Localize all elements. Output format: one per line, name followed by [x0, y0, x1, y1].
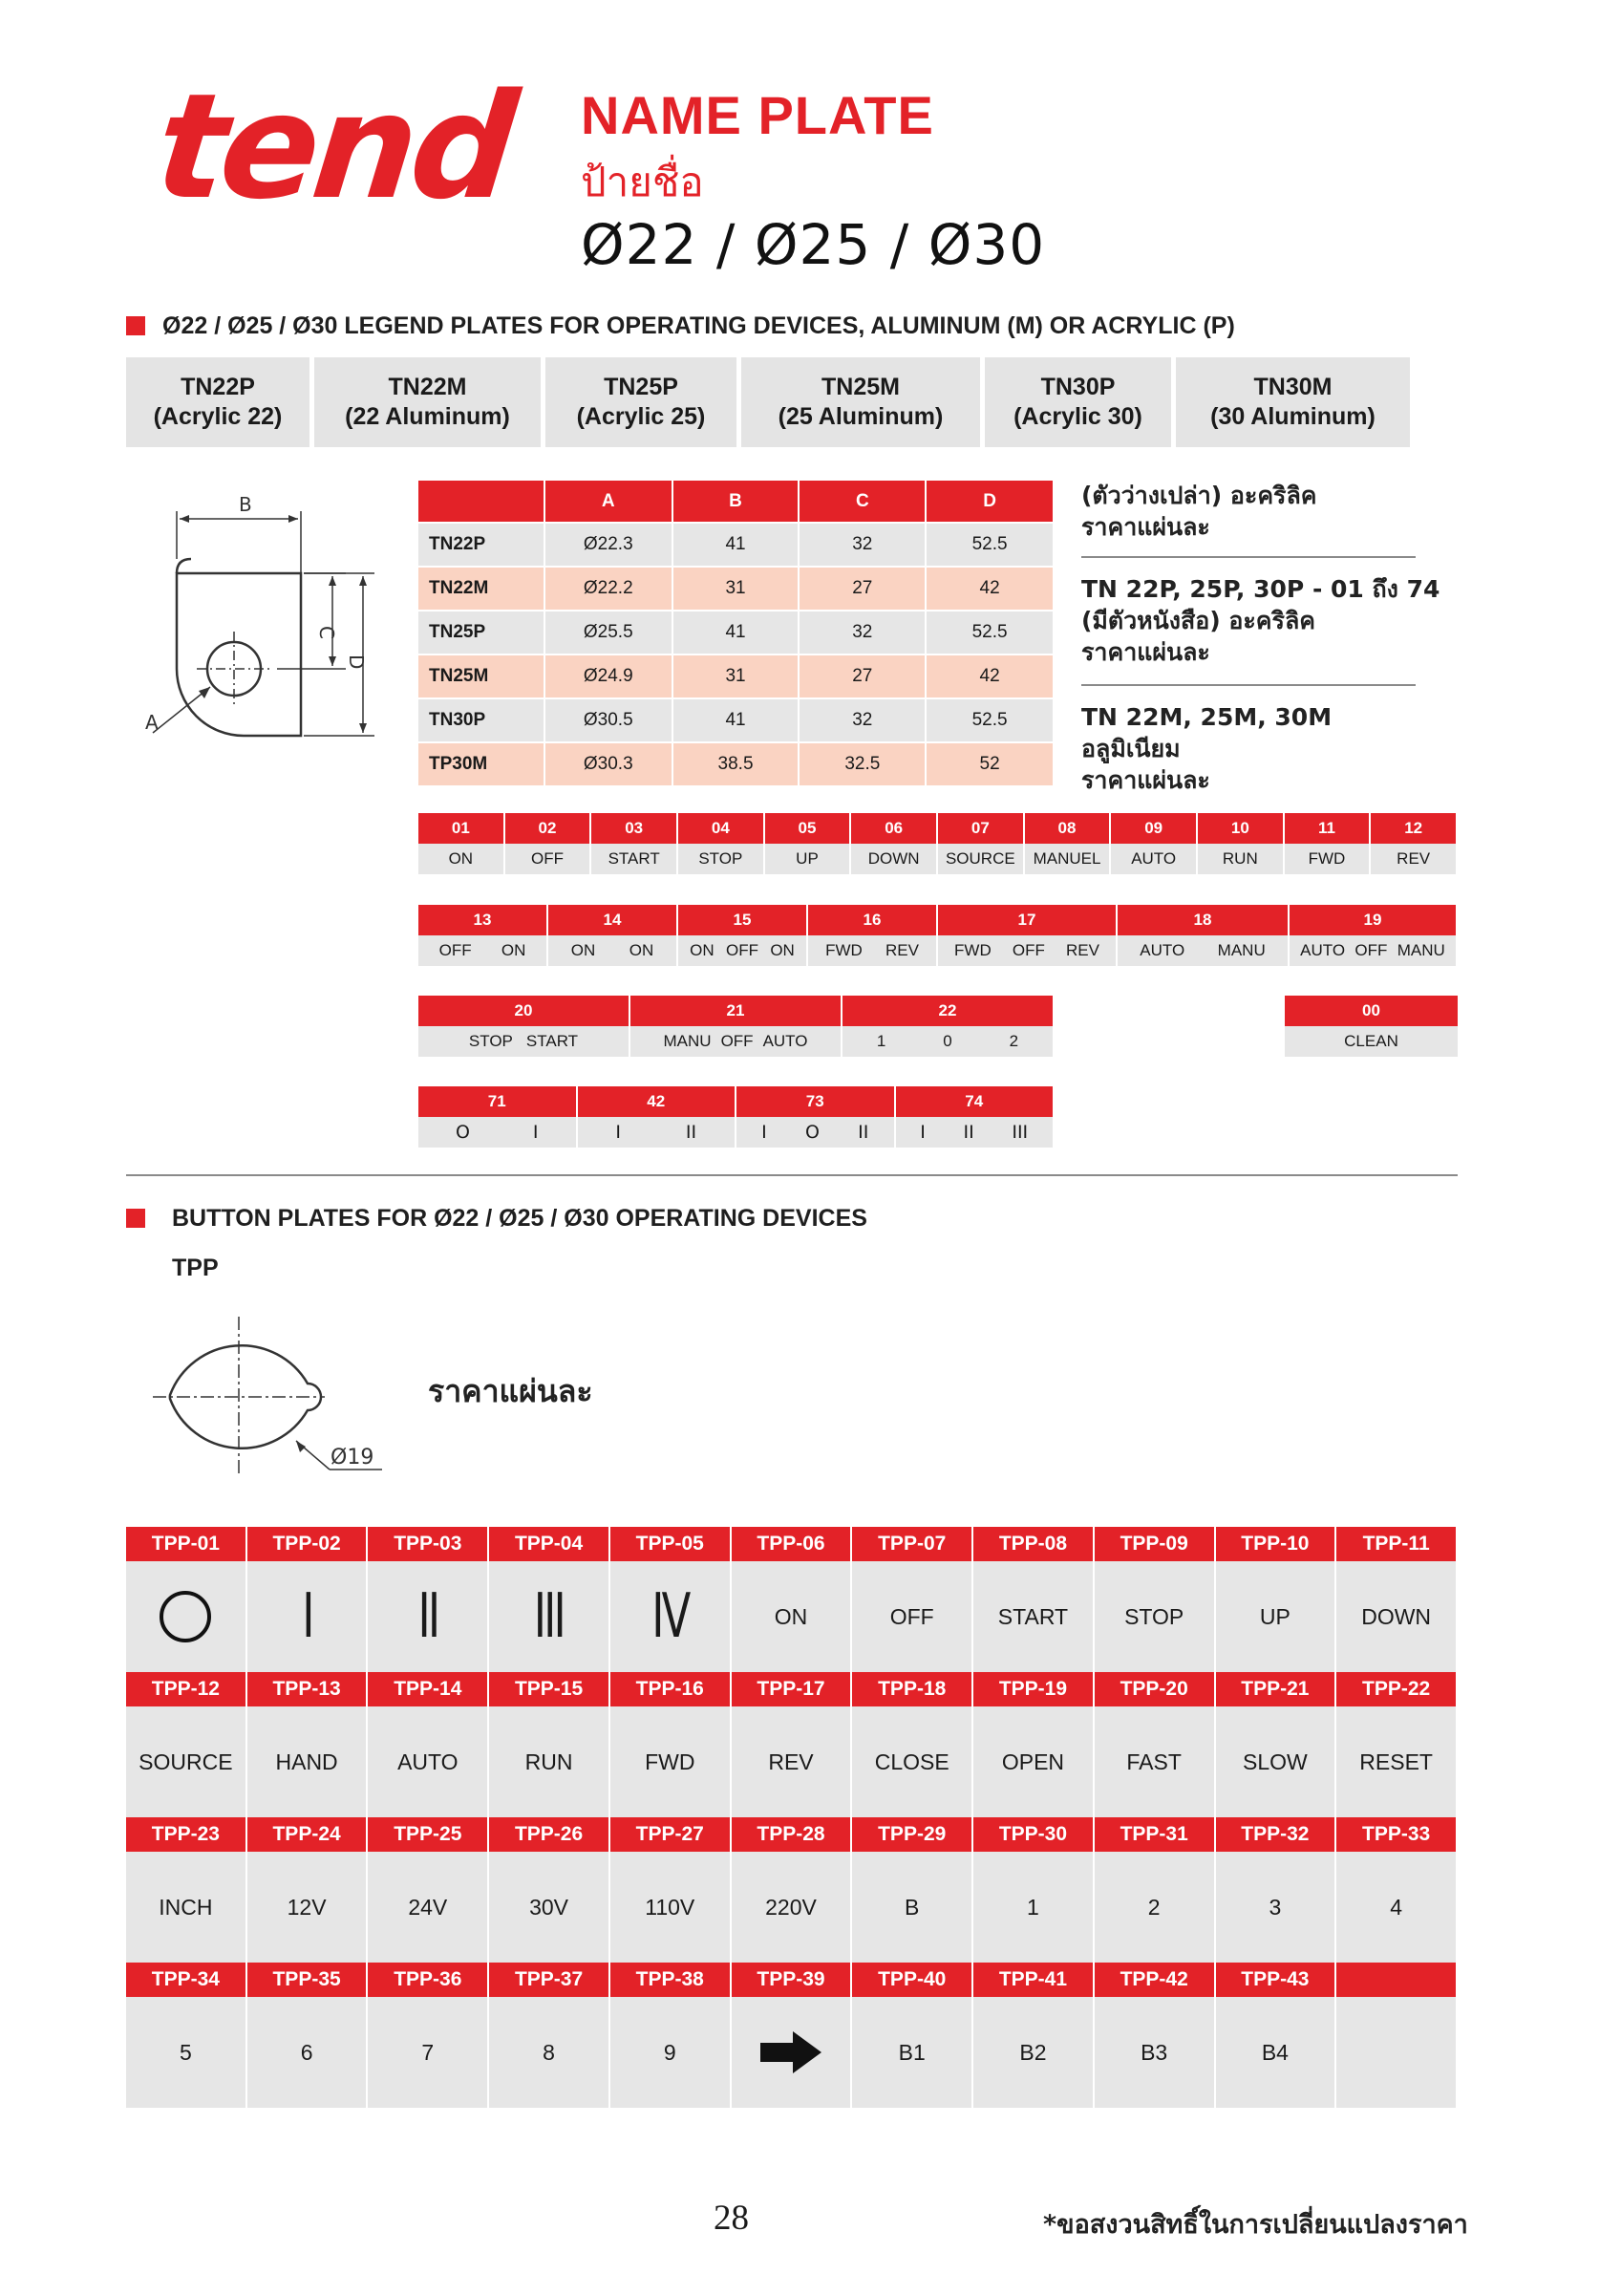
legend-code: 13 [418, 905, 548, 935]
plate-code: TPP-15 [489, 1672, 610, 1706]
table-cell: Ø30.5 [544, 698, 672, 742]
legend-text: MANU OFF AUTO [630, 1026, 842, 1057]
legend-code: 09 [1111, 813, 1198, 844]
roman-numeral-symbol [489, 1561, 610, 1672]
legend-code: 74 [896, 1086, 1056, 1117]
page-title-thai: ป้ายชื่อ [581, 159, 704, 205]
plate-code: TPP-29 [852, 1817, 973, 1852]
table-cell: 52 [926, 742, 1054, 786]
plate-code: TPP-14 [368, 1672, 489, 1706]
section-bullet [126, 316, 145, 335]
plate-code: TPP-09 [1095, 1527, 1216, 1561]
plate-text: 9 [610, 1997, 732, 2108]
dim-label-c: C [315, 626, 338, 639]
plate-text: 30V [489, 1852, 610, 1963]
table-cell: 32 [799, 523, 926, 567]
plate-code: TPP-27 [610, 1817, 732, 1852]
legend-text: O I [418, 1117, 578, 1148]
dimension-table [418, 481, 1055, 787]
plate-text: CLOSE [852, 1706, 973, 1817]
plate-code: TPP-06 [732, 1527, 853, 1561]
legend-code: 42 [578, 1086, 737, 1117]
legend-code: 19 [1290, 905, 1458, 935]
legend-code: 10 [1198, 813, 1285, 844]
tend-logo: tend [148, 62, 520, 231]
plate-code: TPP-41 [973, 1963, 1095, 1997]
table-cell: TN22M [418, 567, 544, 611]
plate-text: REV [732, 1706, 853, 1817]
model-material: (25 Aluminum) [778, 403, 944, 430]
plate-text: AUTO [368, 1706, 489, 1817]
header-cell: A [544, 481, 672, 523]
plate-code: TPP-35 [247, 1963, 369, 1997]
table-cell: TN25M [418, 654, 544, 698]
header-cell: C [799, 481, 926, 523]
legend-grid-13-19 [418, 905, 1458, 966]
plate-code: TPP-25 [368, 1817, 489, 1852]
plate-text: II [417, 1581, 438, 1652]
legend-code: 14 [548, 905, 678, 935]
legend-text: OFF ON [418, 935, 548, 966]
price-note-price: ราคาแผ่นละ [1081, 638, 1210, 666]
legend-text: I II III [896, 1117, 1056, 1148]
plate-code: TPP-33 [1336, 1817, 1458, 1852]
legend-code: 01 [418, 813, 505, 844]
plate-text: B [852, 1852, 973, 1963]
dim-label-d: D [345, 654, 368, 670]
arrow-right-icon [732, 1997, 853, 2108]
dim-label-b: B [239, 493, 252, 516]
plate-code: TPP-11 [1336, 1527, 1458, 1561]
plate-text: 12V [247, 1852, 369, 1963]
table-cell: 42 [926, 654, 1054, 698]
plate-text: 7 [368, 1997, 489, 2108]
plate-text: IV [651, 1581, 689, 1652]
divider [1081, 684, 1416, 686]
price-note-blank-acrylic [1081, 480, 1317, 543]
price-note-line: อลูมิเนียม [1081, 735, 1181, 762]
price-note-printed-acrylic [1081, 573, 1440, 668]
plate-text: B3 [1095, 1997, 1216, 2108]
table-cell: 31 [672, 567, 800, 611]
plate-code: TPP-30 [973, 1817, 1095, 1852]
table-row [418, 523, 1054, 567]
table-cell: Ø22.3 [544, 523, 672, 567]
table-cell: 27 [799, 654, 926, 698]
plate-code: TPP-26 [489, 1817, 610, 1852]
legend-code: 02 [505, 813, 592, 844]
legend-text: I O II [736, 1117, 896, 1148]
table-cell: 32.5 [799, 742, 926, 786]
plate-text: HAND [247, 1706, 369, 1817]
plate-code: TPP-05 [610, 1527, 732, 1561]
plate-text: B1 [852, 1997, 973, 2108]
table-row [418, 611, 1054, 654]
plate-code: TPP-16 [610, 1672, 732, 1706]
circle-symbol [126, 1561, 247, 1672]
price-note-line: TN 22P, 25P, 30P - 01 ถึง 74 [1081, 575, 1440, 603]
plate-text: III [533, 1581, 565, 1652]
legend-text: ON [418, 844, 505, 874]
price-note-line: TN 22M, 25M, 30M [1081, 703, 1333, 731]
legend-text: I II [578, 1117, 737, 1148]
button-section-subtitle: TPP [172, 1255, 219, 1281]
legend-grid-20-22 [418, 996, 1055, 1057]
plate-code: TPP-42 [1095, 1963, 1216, 1997]
legend-code: 21 [630, 996, 842, 1026]
legend-text: AUTO MANU [1118, 935, 1290, 966]
model-material: (Acrylic 30) [1013, 403, 1142, 430]
legend-code: 18 [1118, 905, 1290, 935]
button-price-label: ราคาแผ่นละ [428, 1373, 593, 1409]
dim-label-a: A [145, 711, 159, 734]
plate-text: STOP [1095, 1561, 1216, 1672]
table-cell: 32 [799, 611, 926, 654]
table-cell: TP30M [418, 742, 544, 786]
legend-text: UP [765, 844, 852, 874]
price-disclaimer: *ขอสงวนสิทธิ์ในการเปลี่ยนแปลงราคา [1043, 2210, 1468, 2240]
legend-code: 15 [678, 905, 808, 935]
legend-text: OFF [505, 844, 592, 874]
model-code: TN30M [1253, 374, 1333, 400]
model-tn30p [985, 357, 1171, 447]
plate-code: TPP-01 [126, 1527, 247, 1561]
plate-text: 3 [1216, 1852, 1337, 1963]
dimension-table-header [418, 481, 1054, 523]
table-cell: 42 [926, 567, 1054, 611]
legend-grid-roman [418, 1086, 1055, 1148]
legend-grid-00 [1285, 996, 1458, 1057]
price-note-price: ราคาแผ่นละ [1081, 766, 1210, 794]
table-row [418, 567, 1054, 611]
table-cell: Ø30.3 [544, 742, 672, 786]
plate-text: B4 [1216, 1997, 1337, 2108]
plate-text [1336, 1997, 1458, 2108]
model-tn30m [1176, 357, 1410, 447]
table-cell: 41 [672, 611, 800, 654]
legend-text: FWD [1285, 844, 1372, 874]
legend-text: STOP [678, 844, 765, 874]
plate-text: 5 [126, 1997, 247, 2108]
model-tn22m [314, 357, 541, 447]
legend-section-title: Ø22 / Ø25 / Ø30 LEGEND PLATES FOR OPERATING DEVICES, ALUMINUM (M) OR ACRYLIC (P) [162, 312, 1235, 339]
roman-numeral-symbol [610, 1561, 732, 1672]
plate-code: TPP-13 [247, 1672, 369, 1706]
size-range: Ø22 / Ø25 / Ø30 [581, 212, 1046, 277]
legend-code: 71 [418, 1086, 578, 1117]
model-code: TN25P [604, 374, 678, 400]
header-cell [418, 481, 544, 523]
plate-code: TPP-39 [732, 1963, 853, 1997]
plate-text: 6 [247, 1997, 369, 2108]
model-code: TN22M [388, 374, 467, 400]
legend-code: 17 [938, 905, 1118, 935]
plate-code: TPP-04 [489, 1527, 610, 1561]
plate-code: TPP-03 [368, 1527, 489, 1561]
price-note-line: (ตัวว่างเปล่า) อะคริลิค [1081, 482, 1317, 509]
button-section-title: BUTTON PLATES FOR Ø22 / Ø25 / Ø30 OPERATING DEVICES [172, 1205, 867, 1232]
table-cell: TN22P [418, 523, 544, 567]
legend-text: ON ON [548, 935, 678, 966]
plate-text: INCH [126, 1852, 247, 1963]
plate-code: TPP-22 [1336, 1672, 1458, 1706]
plate-text: UP [1216, 1561, 1337, 1672]
legend-text: FWD OFF REV [938, 935, 1118, 966]
table-cell: 52.5 [926, 611, 1054, 654]
legend-code: 08 [1025, 813, 1112, 844]
plate-text: 2 [1095, 1852, 1216, 1963]
table-row [418, 742, 1054, 786]
plate-code: TPP-21 [1216, 1672, 1337, 1706]
legend-code: 05 [765, 813, 852, 844]
legend-text: START [591, 844, 678, 874]
plate-code: TPP-02 [247, 1527, 369, 1561]
plate-text: OFF [852, 1561, 973, 1672]
legend-text: AUTO [1111, 844, 1198, 874]
table-cell: 41 [672, 698, 800, 742]
plate-text: 220V [732, 1852, 853, 1963]
plate-code: TPP-34 [126, 1963, 247, 1997]
table-row [418, 698, 1054, 742]
legend-text: AUTO OFF MANU [1290, 935, 1458, 966]
plate-code [1336, 1963, 1458, 1997]
plate-text: RUN [489, 1706, 610, 1817]
plate-text: FAST [1095, 1706, 1216, 1817]
legend-code: 07 [938, 813, 1025, 844]
table-cell: 32 [799, 698, 926, 742]
legend-code: 12 [1371, 813, 1458, 844]
plate-text: 1 [973, 1852, 1095, 1963]
legend-text: 1 0 2 [842, 1026, 1055, 1057]
plate-code: TPP-38 [610, 1963, 732, 1997]
price-note-line: (มีตัวหนังสือ) อะคริลิค [1081, 607, 1315, 634]
table-cell: TN25P [418, 611, 544, 654]
plate-text: B2 [973, 1997, 1095, 2108]
plate-text: 24V [368, 1852, 489, 1963]
table-cell: 27 [799, 567, 926, 611]
plate-text: 8 [489, 1997, 610, 2108]
legend-code: 73 [736, 1086, 896, 1117]
model-material: (22 Aluminum) [345, 403, 510, 430]
plate-code: TPP-07 [852, 1527, 973, 1561]
legend-text: REV [1371, 844, 1458, 874]
legend-code: 03 [591, 813, 678, 844]
table-cell: Ø25.5 [544, 611, 672, 654]
plate-code: TPP-37 [489, 1963, 610, 1997]
table-cell: 41 [672, 523, 800, 567]
plate-code: TPP-28 [732, 1817, 853, 1852]
diameter-label: Ø19 [331, 1446, 374, 1470]
plate-text: SLOW [1216, 1706, 1337, 1817]
price-note-price: ราคาแผ่นละ [1081, 513, 1210, 541]
plate-code: TPP-43 [1216, 1963, 1337, 1997]
legend-text: RUN [1198, 844, 1285, 874]
model-material: (Acrylic 25) [576, 403, 706, 430]
model-material: (30 Aluminum) [1210, 403, 1376, 430]
plate-text: 4 [1336, 1852, 1458, 1963]
plate-text: I [301, 1581, 312, 1652]
table-cell: TN30P [418, 698, 544, 742]
plate-code: TPP-23 [126, 1817, 247, 1852]
plate-code: TPP-17 [732, 1672, 853, 1706]
plate-code: TPP-10 [1216, 1527, 1337, 1561]
legend-code: 22 [842, 996, 1055, 1026]
legend-text: CLEAN [1285, 1026, 1458, 1057]
plate-code: TPP-20 [1095, 1672, 1216, 1706]
divider [1081, 556, 1416, 558]
plate-text: DOWN [1336, 1561, 1458, 1672]
model-tn25p [545, 357, 736, 447]
legend-code: 00 [1285, 996, 1458, 1026]
plate-code: TPP-36 [368, 1963, 489, 1997]
table-row [418, 654, 1054, 698]
plate-text: FWD [610, 1706, 732, 1817]
button-plate-diagram [143, 1317, 392, 1479]
plate-code: TPP-08 [973, 1527, 1095, 1561]
model-code: TN30P [1040, 374, 1116, 400]
plate-text: ON [732, 1561, 853, 1672]
button-plate-grid [126, 1527, 1458, 2108]
legend-text: STOP START [418, 1026, 630, 1057]
plate-text: START [973, 1561, 1095, 1672]
legend-code: 20 [418, 996, 630, 1026]
section-bullet [126, 1209, 145, 1228]
plate-code: TPP-12 [126, 1672, 247, 1706]
legend-plate-diagram [134, 483, 401, 760]
roman-numeral-symbol [247, 1561, 369, 1672]
model-code: TN25M [821, 374, 900, 400]
plate-text: RESET [1336, 1706, 1458, 1817]
price-note-aluminum [1081, 701, 1332, 796]
roman-numeral-symbol [368, 1561, 489, 1672]
plate-code: TPP-31 [1095, 1817, 1216, 1852]
plate-code: TPP-24 [247, 1817, 369, 1852]
table-cell: 52.5 [926, 523, 1054, 567]
legend-code: 04 [678, 813, 765, 844]
legend-text: ON OFF ON [678, 935, 808, 966]
legend-code: 06 [851, 813, 938, 844]
page-title: NAME PLATE [581, 85, 934, 145]
header-cell: D [926, 481, 1054, 523]
legend-code: 16 [808, 905, 938, 935]
legend-code: 11 [1285, 813, 1372, 844]
header-cell: B [672, 481, 800, 523]
legend-text: MANUEL [1025, 844, 1112, 874]
legend-grid-01-12 [418, 813, 1458, 874]
plate-text: 110V [610, 1852, 732, 1963]
plate-code: TPP-19 [973, 1672, 1095, 1706]
table-cell: 38.5 [672, 742, 800, 786]
legend-text: DOWN [851, 844, 938, 874]
legend-text: SOURCE [938, 844, 1025, 874]
table-cell: Ø22.2 [544, 567, 672, 611]
table-cell: 31 [672, 654, 800, 698]
table-cell: Ø24.9 [544, 654, 672, 698]
page-number: 28 [714, 2199, 749, 2238]
model-code: TN22P [181, 374, 255, 400]
plate-text: OPEN [973, 1706, 1095, 1817]
plate-code: TPP-18 [852, 1672, 973, 1706]
model-tn25m [741, 357, 980, 447]
table-cell: 52.5 [926, 698, 1054, 742]
legend-text: FWD REV [808, 935, 938, 966]
model-material: (Acrylic 22) [153, 403, 283, 430]
plate-text: SOURCE [126, 1706, 247, 1817]
plate-code: TPP-40 [852, 1963, 973, 1997]
section-divider [126, 1174, 1458, 1176]
model-tn22p [126, 357, 309, 447]
plate-code: TPP-32 [1216, 1817, 1337, 1852]
